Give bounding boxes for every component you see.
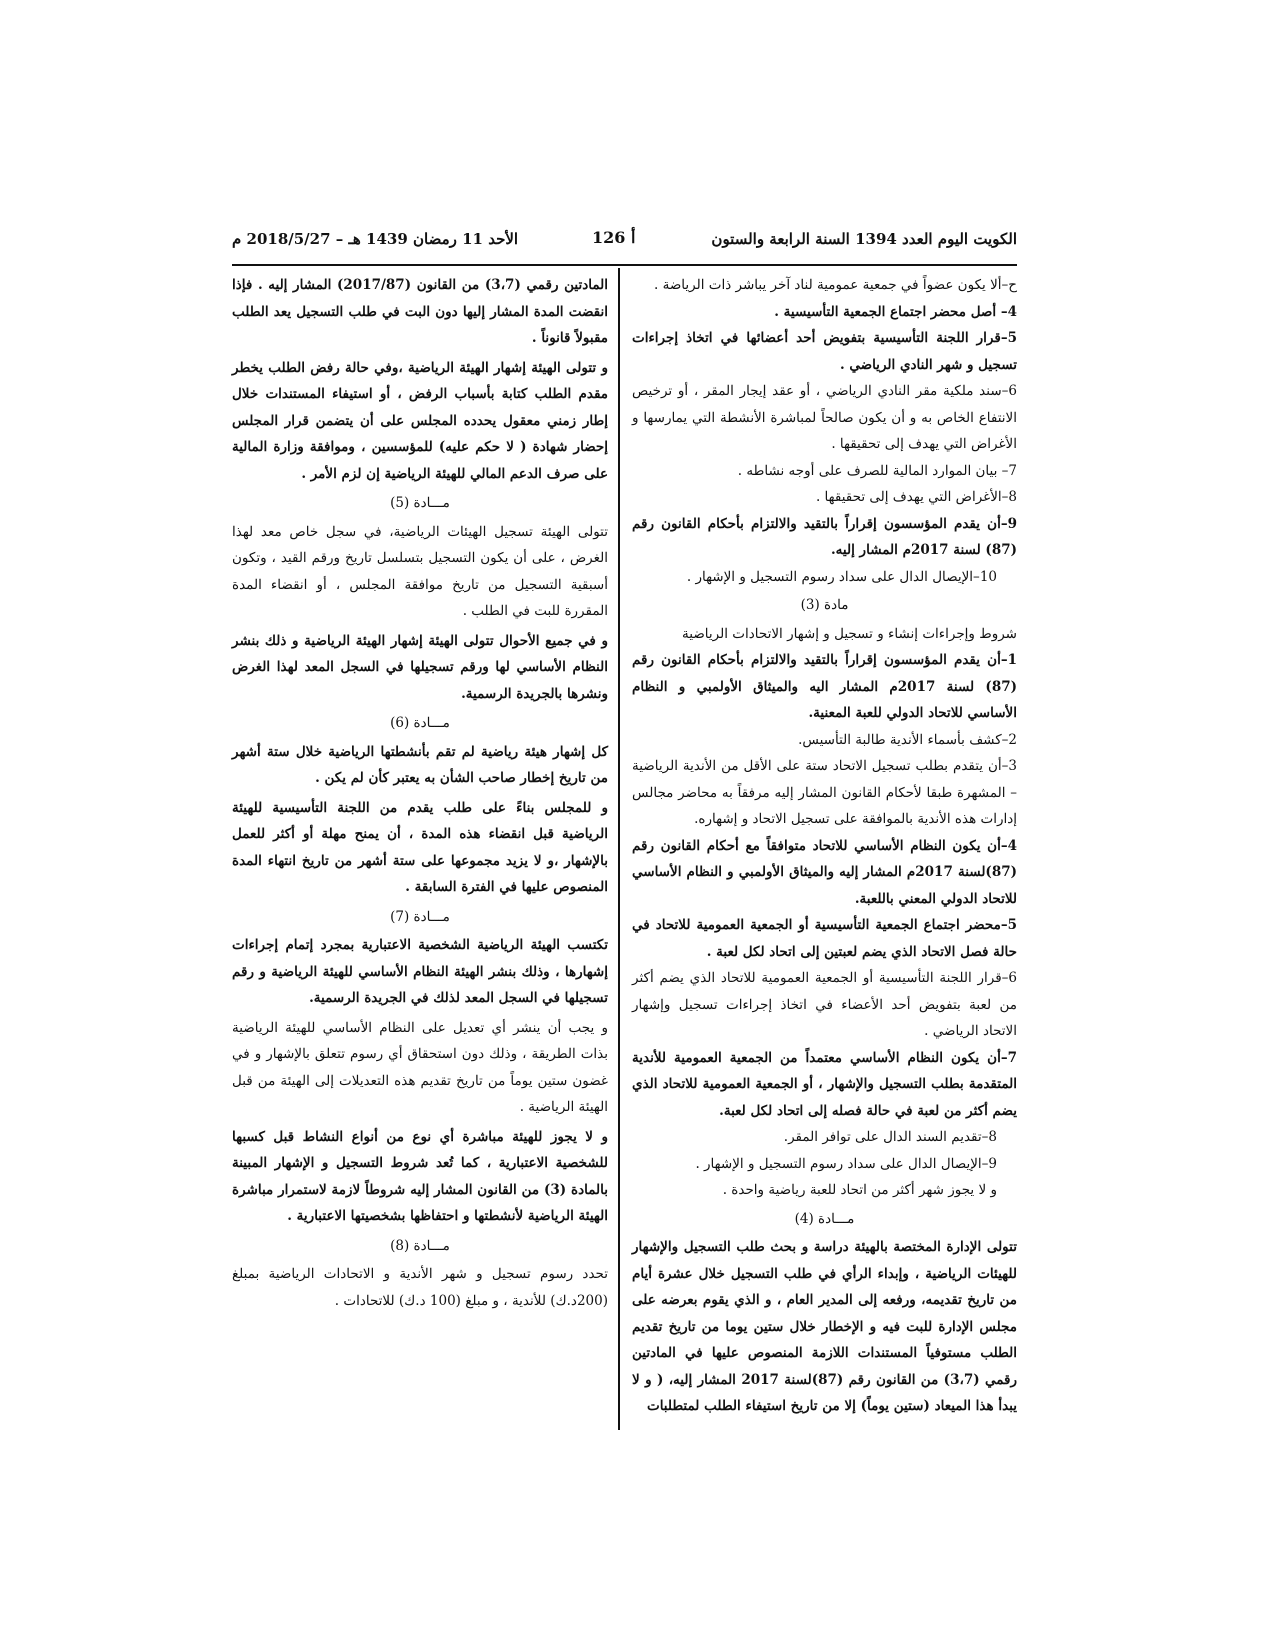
paragraph: 9–أن يقدم المؤسسون إقراراً بالتقيد والالتزام بأحكام القانون رقم (87) لسنة 2017م المشار إليه.: [632, 515, 1017, 558]
article-heading: مـــادة (7): [390, 908, 450, 925]
paragraph: 3–أن يتقدم بطلب تسجيل الاتحاد ستة على الأقل من الأندية الرياضية – المشهرة طبقا لأحكام القانون المشار إليه مرفقاً به محاضر مجالس إدارات هذه الأندية بالموافقة على تسجيل الاتحاد و إشهاره.: [632, 758, 1017, 827]
paragraph: المادتين رقمي (3،7) من القانون (2017/87) المشار إليه . فإذا انقضت المدة المشار إليها دون البت في طلب التسجيل يعد الطلب مقبولاً قانوناً .: [232, 277, 609, 346]
paragraph: 9–الإيصال الدال على سداد رسوم التسجيل و الإشهار .: [695, 1155, 997, 1172]
article-heading: مـــادة (8): [390, 1237, 450, 1254]
paragraph: 7–أن يكون النظام الأساسي معتمداً من الجمعية العمومية للأندية المتقدمة بطلب التسجيل والإشهار ، أو الجمعية العمومية للاتحاد الذي يضم أكثر من لعبة في حالة فصله إلى اتحاد لكل لعبة.: [632, 1049, 1017, 1119]
paragraph: و للمجلس بناءً على طلب يقدم من اللجنة التأسيسية للهيئة الرياضية قبل انقضاء هذه المدة ، أن يمنح مهلة أو أكثر للعمل بالإشهار ،و لا يزيد مجموعها على ستة أشهر من تاريخ انتهاء المدة المنصوص عليها في الفترة السابقة .: [232, 799, 608, 895]
paragraph: تحدد رسوم تسجيل و شهر الأندية و الاتحادات الرياضية بمبلغ (200د.ك) للأندية ، و مبلغ (100 د.ك) للاتحادات .: [232, 1266, 608, 1309]
paragraph: 5–قرار اللجنة التأسيسية بتفويض أحد أعضائها في اتخاذ إجراءات تسجيل و شهر النادي الرياضي .: [632, 330, 1017, 373]
paragraph: 8–الأغراض التي يهدف إلى تحقيقها .: [815, 489, 1017, 505]
paragraph: 2–كشف بأسماء الأندية طالبة التأسيس.: [798, 731, 1017, 748]
paragraph: تتولى الإدارة المختصة بالهيئة دراسة و بحث طلب التسجيل والإشهار للهيئات الرياضية ، وإبداء الرأي في طلب التسجيل خلال عشرة أيام من تاريخ تقديمه، ورفعه إلى المدير العام ، و الذي يقوم بعرضه على مجلس الإدارة للبت فيه و الإخطار خلال ستين يوما من تاريخ تقديم الطلب مستوفياً المستندات اللازمة المنصوص عليها في المادتين رقمي (3،7) من القانون رقم (87)لسنة 2017 المشار إليه، ( و لا يبدأ هذا الميعاد (ستين يوماً) إلا من تاريخ استيفاء الطلب لمتطلبات: [632, 1239, 1018, 1414]
paragraph: و في جميع الأحوال تتولى الهيئة إشهار الهيئة الرياضية و ذلك بنشر النظام الأساسي لها ورقم تسجيلها في السجل المعد لهذا الغرض ونشرها بالجريدة الرسمية.: [232, 632, 608, 702]
article-heading: مـــادة (6): [390, 715, 450, 731]
article-heading: مـــادة (5): [390, 495, 450, 511]
header-divider: [232, 264, 1017, 266]
paragraph: 5–محضر اجتماع الجمعية التأسيسية أو الجمعية العمومية للاتحاد في حالة فصل الاتحاد الذي يضم لعبتين إلى اتحاد لكل لعبة .: [632, 917, 1017, 960]
paragraph: تتولى الهيئة تسجيل الهيئات الرياضية، في سجل خاص معد لهذا الغرض ، على أن يكون التسجيل بتسلسل تاريخ ورقم القيد ، وتكون أسبقية التسجيل من تاريخ موافقة المجلس ، أو انقضاء المدة المقررة للبت في الطلب .: [232, 523, 608, 619]
paragraph: 7– بيان الموارد المالية للصرف على أوجه نشاطه .: [737, 462, 1017, 479]
paragraph: تكتسب الهيئة الرياضية الشخصية الاعتبارية بمجرد إتمام إجراءات إشهارها ، وذلك بنشر الهيئة النظام الأساسي للهيئة الرياضية و رقم تسجيلها في السجل المعد لذلك في الجريدة الرسمية.: [232, 937, 608, 1006]
page-number: 126 أ: [592, 228, 636, 247]
paragraph: شروط وإجراءات إنشاء و تسجيل و إشهار الاتحادات الرياضية: [682, 625, 1017, 642]
paragraph: 6–سند ملكية مقر النادي الرياضي ، أو عقد إيجار المقر ، أو ترخيص الانتفاع الخاص به و أن يكون صالحاً لمباشرة الأنشطة التي يمارسها و الأغراض التي يهدف إلى تحقيقها .: [632, 383, 1017, 452]
publication-title: الكويت اليوم العدد 1394 السنة الرابعة والستون: [711, 230, 1017, 248]
paragraph: 4–أن يكون النظام الأساسي للاتحاد متوافقاً مع أحكام القانون رقم (87)لسنة 2017م المشار إليه والميثاق الأولمبي و النظام الأساسي للاتحاد الدولي المعني باللعبة.: [632, 837, 1018, 907]
page-header: [232, 226, 1017, 264]
column-divider: [618, 268, 620, 1430]
paragraph: 10–الإيصال الدال على سداد رسوم التسجيل و الإشهار .: [686, 568, 997, 585]
paragraph: ح–ألا يكون عضواً في جمعية عمومية لناد آخر يباشر ذات الرياضة .: [654, 277, 1017, 293]
left-column: [232, 272, 608, 1317]
issue-date: الأحد 11 رمضان 1439 هـ – 2018/5/27 م: [232, 230, 519, 248]
paragraph: 8–تقديم السند الدال على توافر المقر.: [783, 1129, 997, 1145]
paragraph: 6–قرار اللجنة التأسيسية أو الجمعية العمومية للاتحاد الذي يضم أكثر من لعبة بتفويض أحد الأعضاء في اتخاذ إجراءات تسجيل وإشهار الاتحاد الرياضي .: [632, 970, 1017, 1039]
paragraph: 4– أصل محضر اجتماع الجمعية التأسيسية .: [774, 303, 1017, 320]
article-heading: مـــادة (4): [794, 1210, 855, 1227]
paragraph: و تتولى الهيئة إشهار الهيئة الرياضية ،وفي حالة رفض الطلب يخطر مقدم الطلب كتابة بأسباب الرفض ، أو استيفاء المستندات خلال إطار زمني معقول يحدده المجلس على أن يتضمن قرار المجلس إحضار شهادة ( لا حكم عليه) للمؤسسين ، وموافقة وزارة المالية على صرف الدعم المالي للهيئة الرياضية إن لزم الأمر .: [232, 359, 608, 482]
article-heading: مادة (3): [800, 597, 849, 613]
paragraph: و يجب أن ينشر أي تعديل على النظام الأساسي للهيئة الرياضية بذات الطريقة ، وذلك دون استحقاق أي رسوم تتعلق بالإشهار و في غضون ستين يوماً من تاريخ تقديم هذه التعديلات إلى الهيئة من قبل الهيئة الرياضية .: [232, 1019, 608, 1115]
paragraph: و لا يجوز للهيئة مباشرة أي نوع من أنواع النشاط قبل كسبها للشخصية الاعتبارية ، كما تُعد شروط التسجيل و الإشهار المبينة بالمادة (3) من القانون المشار إليه شروطاً لازمة لاستمرار مباشرة الهيئة الرياضية لأنشطتها و احتفاظها بشخصيتها الاعتبارية .: [232, 1128, 609, 1224]
right-column: [632, 272, 1017, 1423]
paragraph: و لا يجوز شهر أكثر من اتحاد للعبة رياضية واحدة .: [722, 1182, 997, 1198]
paragraph: كل إشهار هيئة رياضية لم تقم بأنشطتها الرياضية خلال ستة أشهر من تاريخ إخطار صاحب الشأن به يعتبر كأن لم يكن .: [232, 743, 608, 786]
paragraph: 1–أن يقدم المؤسسون إقراراً بالتقيد والالتزام بأحكام القانون رقم (87) لسنة 2017م المشار اليه والميثاق الأولمبي و النظام الأساسي للاتحاد الدولي للعبة المعنية.: [632, 652, 1017, 721]
